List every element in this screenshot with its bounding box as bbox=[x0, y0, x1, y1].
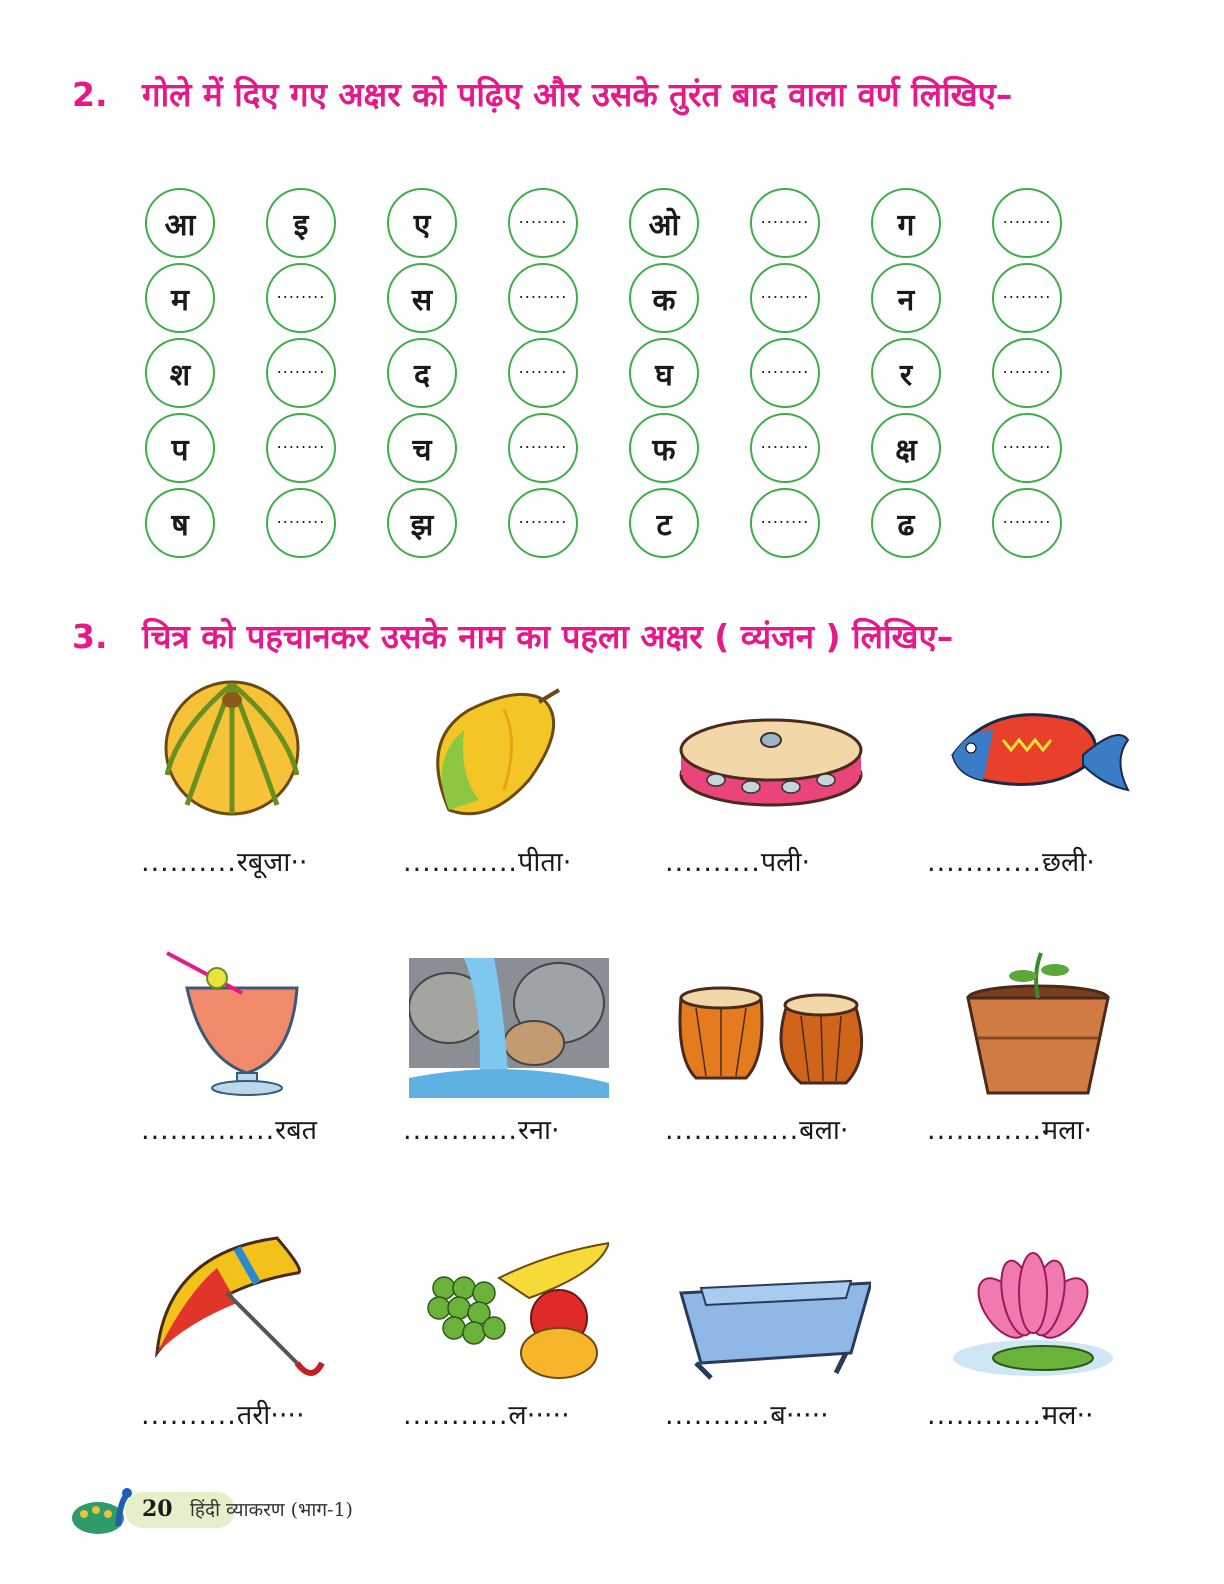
tambourine-picture bbox=[671, 680, 871, 830]
tub-picture bbox=[671, 1233, 871, 1383]
word-blank[interactable]: ............मला· bbox=[927, 1115, 1093, 1146]
picture-item bbox=[921, 948, 1183, 1233]
letter-circle: क bbox=[629, 263, 699, 333]
blank-circle[interactable]: ........ bbox=[266, 338, 336, 408]
blank-circle[interactable]: ........ bbox=[508, 338, 578, 408]
blank-circle[interactable]: ........ bbox=[750, 413, 820, 483]
blank-circle[interactable]: ........ bbox=[750, 338, 820, 408]
picture-item bbox=[921, 680, 1183, 948]
word-blank[interactable]: ..........पली· bbox=[665, 847, 811, 878]
letter-circle: प bbox=[145, 413, 215, 483]
picture-item bbox=[397, 948, 659, 1233]
lotus-picture bbox=[933, 1233, 1133, 1383]
word-blank[interactable]: ..............बला· bbox=[665, 1115, 849, 1146]
picture-item bbox=[659, 948, 921, 1233]
blank-circle[interactable]: ........ bbox=[750, 488, 820, 558]
letter-circle: द bbox=[387, 338, 457, 408]
question-3-heading bbox=[72, 608, 1152, 666]
letter-circle: इ bbox=[266, 188, 336, 258]
blank-circle[interactable]: ........ bbox=[992, 263, 1062, 333]
picture-item bbox=[397, 680, 659, 948]
letter-circle: ग bbox=[871, 188, 941, 258]
blank-circle[interactable]: ........ bbox=[508, 413, 578, 483]
letter-circle: स bbox=[387, 263, 457, 333]
letter-circle: आ bbox=[145, 188, 215, 258]
picture-grid bbox=[135, 680, 1183, 1513]
letter-circle: क्ष bbox=[871, 413, 941, 483]
juice-glass-picture bbox=[147, 948, 347, 1098]
letter-circle: ओ bbox=[629, 188, 699, 258]
letter-circle: घ bbox=[629, 338, 699, 408]
blank-circle[interactable]: ........ bbox=[508, 263, 578, 333]
blank-circle[interactable]: ........ bbox=[266, 413, 336, 483]
word-blank[interactable]: ..........तरी···· bbox=[141, 1400, 305, 1431]
letter-circle: ट bbox=[629, 488, 699, 558]
blank-circle[interactable]: ........ bbox=[266, 263, 336, 333]
picture-item bbox=[135, 948, 397, 1233]
fruits-picture bbox=[409, 1233, 609, 1383]
question-3-number: 3. bbox=[72, 617, 108, 656]
picture-item bbox=[397, 1233, 659, 1513]
picture-item bbox=[659, 1233, 921, 1513]
flower-pot-picture bbox=[933, 948, 1133, 1098]
word-blank[interactable]: ............रना· bbox=[403, 1115, 560, 1146]
blank-circle[interactable]: ........ bbox=[266, 488, 336, 558]
letter-circle: म bbox=[145, 263, 215, 333]
blank-circle[interactable]: ........ bbox=[750, 188, 820, 258]
letter-circle: श bbox=[145, 338, 215, 408]
picture-item bbox=[921, 1233, 1183, 1513]
picture-item bbox=[135, 680, 397, 948]
fish-picture bbox=[933, 680, 1133, 830]
letter-circle: झ bbox=[387, 488, 457, 558]
word-blank[interactable]: ...........ब····· bbox=[665, 1400, 829, 1431]
question-2-number: 2. bbox=[72, 75, 108, 114]
blank-circle[interactable]: ........ bbox=[992, 188, 1062, 258]
book-title: हिंदी व्याकरण (भाग-1) bbox=[190, 1499, 353, 1521]
blank-circle[interactable]: ........ bbox=[508, 488, 578, 558]
waterfall-picture bbox=[409, 948, 609, 1098]
umbrella-picture bbox=[147, 1233, 347, 1383]
blank-circle[interactable]: ........ bbox=[992, 413, 1062, 483]
blank-circle[interactable]: ........ bbox=[992, 338, 1062, 408]
page-footer bbox=[70, 1478, 490, 1538]
question-3-text: चित्र को पहचानकर उसके नाम का पहला अक्षर ( व्यंजन ) लिखिए– bbox=[142, 617, 954, 656]
page-number: 20 bbox=[142, 1496, 173, 1522]
question-2-text: गोले में दिए गए अक्षर को पढ़िए और उसके तुरंत बाद वाला वर्ण लिखिए– bbox=[142, 75, 1013, 114]
word-blank[interactable]: ............छली· bbox=[927, 847, 1095, 878]
word-blank[interactable]: ............पीता· bbox=[403, 847, 572, 878]
blank-circle[interactable]: ........ bbox=[750, 263, 820, 333]
picture-item bbox=[135, 1233, 397, 1513]
blank-circle[interactable]: ........ bbox=[508, 188, 578, 258]
word-blank[interactable]: ............मल·· bbox=[927, 1400, 1094, 1431]
blank-circle[interactable]: ........ bbox=[992, 488, 1062, 558]
word-blank[interactable]: ..............रबत bbox=[141, 1115, 318, 1146]
peacock-icon bbox=[70, 1478, 140, 1538]
letter-circle: ए bbox=[387, 188, 457, 258]
question-2-heading bbox=[72, 66, 1152, 124]
letter-circle: र bbox=[871, 338, 941, 408]
picture-item bbox=[659, 680, 921, 948]
letter-circle: फ bbox=[629, 413, 699, 483]
tabla-picture bbox=[671, 948, 871, 1098]
letter-circle: ढ bbox=[871, 488, 941, 558]
letter-circle: न bbox=[871, 263, 941, 333]
papaya-picture bbox=[409, 680, 609, 830]
letter-circle: ष bbox=[145, 488, 215, 558]
word-blank[interactable]: ..........रबूजा·· bbox=[141, 847, 308, 878]
letter-circle-grid bbox=[145, 188, 1062, 558]
melon-picture bbox=[147, 680, 347, 830]
word-blank[interactable]: ...........ल····· bbox=[403, 1400, 570, 1431]
letter-circle: च bbox=[387, 413, 457, 483]
